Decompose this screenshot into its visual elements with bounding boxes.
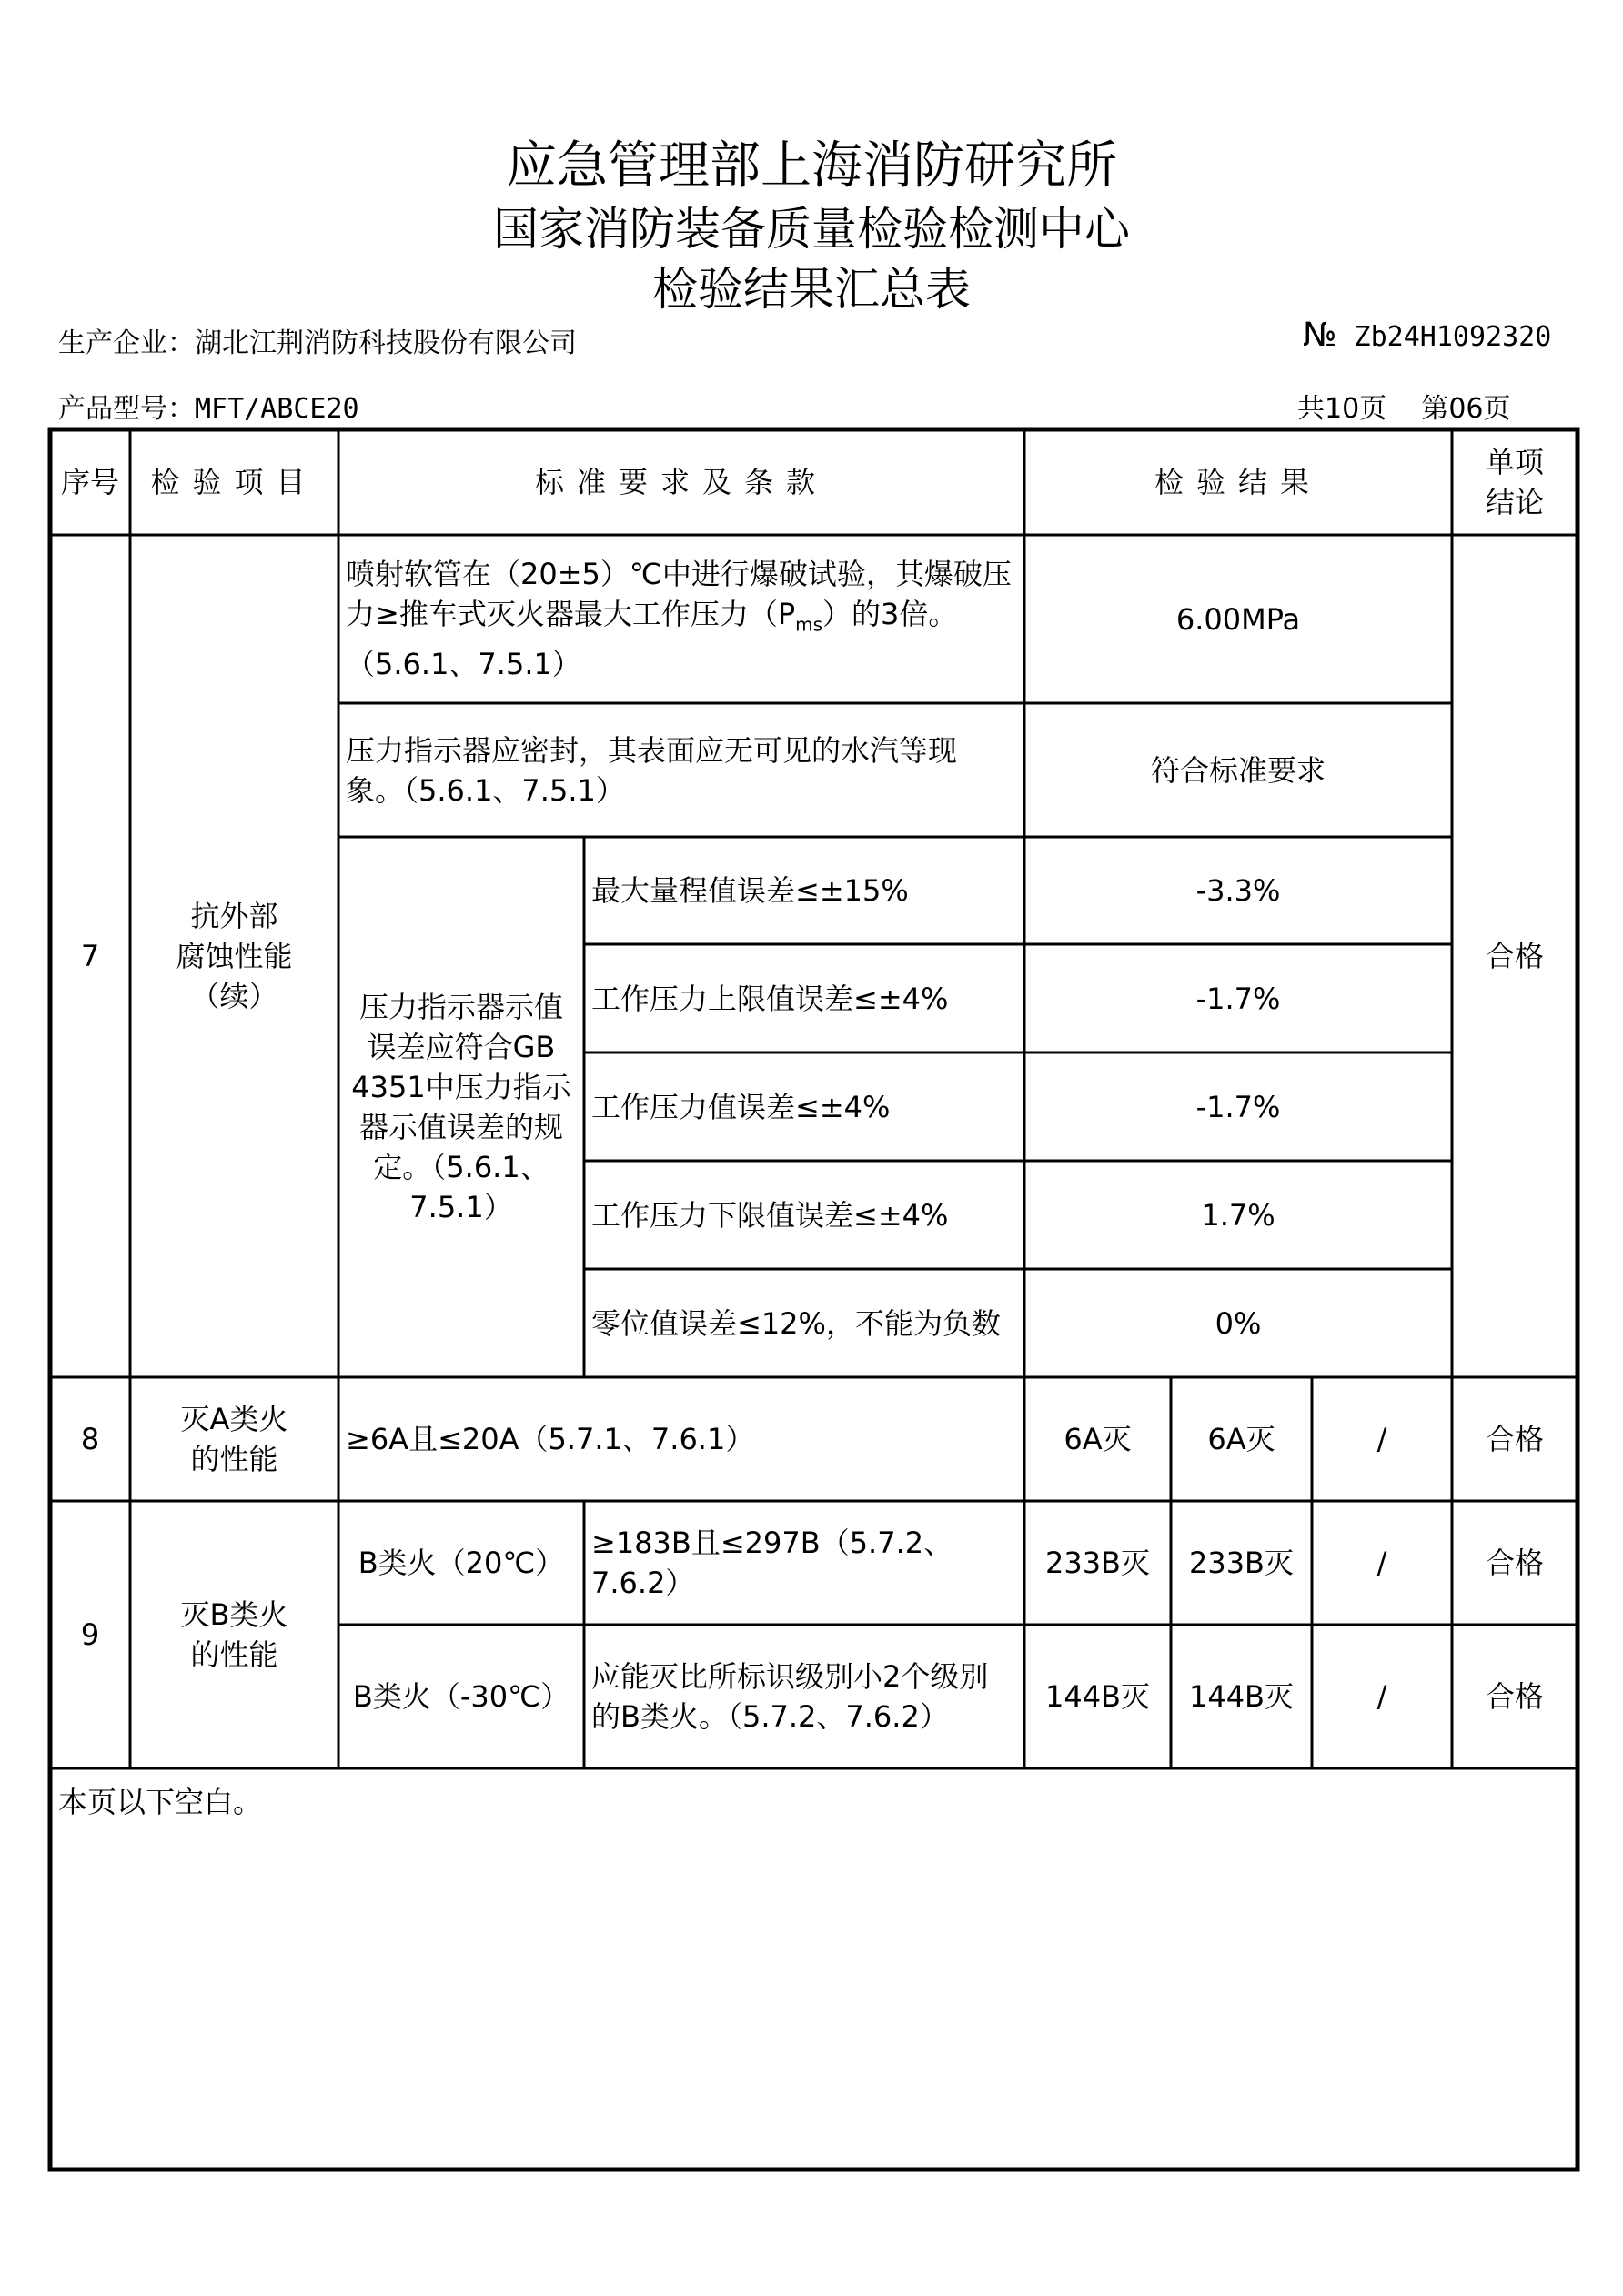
hose-req-text-a: 喷射软管在（20±5）℃中进行爆破试验，其爆破压力≥推车式灭火器最大工作压力（P	[346, 556, 1012, 631]
gauge-sub-result-5: 0%	[1215, 1305, 1262, 1341]
row9-condition-2: B类火（-30℃）	[352, 1679, 570, 1714]
row8-conclusion: 合格	[1485, 1422, 1544, 1456]
row9-conclusion-2: 合格	[1485, 1679, 1544, 1714]
row7-item-line1: 抗外部	[190, 899, 278, 933]
gauge-sub-result-1: -3.3%	[1195, 873, 1281, 908]
row9-result-1a: 233B灭	[1044, 1546, 1151, 1580]
row8-item: 灭A类火的性能	[180, 1402, 288, 1476]
row9-result-2c: /	[1376, 1679, 1387, 1714]
gauge-sub-result-2: -1.7%	[1195, 981, 1281, 1016]
company-label: 生产企业：	[58, 327, 195, 359]
gauge-sub-req-5: 零位值误差≤12%，不能为负数	[591, 1305, 1001, 1341]
row7-hose-requirement	[338, 535, 1024, 703]
institute-title: 应急管理部上海消防研究所	[506, 136, 1117, 196]
header-seq: 序号	[60, 465, 119, 499]
gauge-sub-result-4: 1.7%	[1201, 1197, 1275, 1233]
row8-seq: 8	[80, 1422, 100, 1456]
row8-result-2: 6A灭	[1207, 1422, 1275, 1456]
row9-requirement-2: 应能灭比所标识级别小2个级别的B类火。（5.7.2、7.6.2）	[591, 1659, 989, 1734]
row7-seal-requirement: 压力指示器应密封，其表面应无可见的水汽等现象。（5.6.1、7.5.1）	[346, 732, 958, 808]
company-name: 湖北江荆消防科技股份有限公司	[195, 327, 577, 359]
hose-req-text-b: ）的3倍。（5.6.1、7.5.1）	[346, 596, 958, 682]
table-title: 检验结果汇总表	[652, 263, 971, 316]
row9-result-1b: 233B灭	[1188, 1546, 1295, 1580]
row9-seq: 9	[80, 1617, 100, 1652]
page-number: 第06页	[1421, 393, 1511, 425]
row9-result-1c: /	[1376, 1546, 1387, 1580]
header-result: 检验结果	[1154, 465, 1322, 499]
row7-item-line3: （续）	[190, 979, 278, 1013]
row8-requirement: ≥6A且≤20A（5.7.1、7.6.1）	[346, 1422, 755, 1456]
hose-req-subscript: ms	[795, 613, 823, 636]
header-requirement: 标准要求及条款	[534, 465, 828, 499]
model-value: MFT/ABCE20	[195, 393, 359, 425]
gauge-sub-req-1: 最大量程值误差≤±15%	[591, 873, 909, 908]
row7-seq: 7	[80, 939, 100, 973]
row8-result-3: /	[1376, 1422, 1387, 1456]
row7-conclusion: 合格	[1485, 939, 1544, 973]
row9-conclusion-1: 合格	[1485, 1546, 1544, 1580]
gauge-sub-req-3: 工作压力值误差≤±4%	[591, 1089, 891, 1124]
gauge-sub-req-4: 工作压力下限值误差≤±4%	[591, 1197, 949, 1233]
center-title: 国家消防装备质量检验检测中心	[493, 203, 1130, 256]
row7-item	[130, 535, 338, 1377]
header-item: 检验项目	[150, 465, 318, 499]
row9-requirement-1: ≥183B且≤297B（5.7.2、7.6.2）	[591, 1526, 953, 1600]
row9-result-2a: 144B灭	[1044, 1679, 1151, 1714]
row7-hose-result: 6.00MPa	[1175, 601, 1301, 637]
blank-below-note: 本页以下空白。	[58, 1785, 263, 1819]
row7-item-line2: 腐蚀性能	[176, 939, 293, 973]
model-label: 产品型号：	[58, 393, 195, 425]
header-conclusion-line1: 单项	[1485, 445, 1544, 479]
row7-gauge-requirement: 压力指示器示值误差应符合GB 4351中压力指示器示值误差的规定。（5.6.1、7.5.1）	[351, 990, 571, 1224]
row9-condition-1: B类火（20℃）	[358, 1546, 565, 1580]
total-pages: 共10页	[1297, 393, 1387, 425]
row9-item: 灭B类火的性能	[180, 1597, 288, 1672]
number-sign: №	[1303, 317, 1337, 354]
header-conclusion	[1452, 429, 1578, 535]
row8-result-1: 6A灭	[1064, 1422, 1132, 1456]
gauge-sub-req-2: 工作压力上限值误差≤±4%	[591, 981, 949, 1016]
row7-seal-result: 符合标准要求	[1150, 752, 1326, 788]
row9-result-2b: 144B灭	[1188, 1679, 1295, 1714]
report-no-value: Zb24H1092320	[1354, 321, 1552, 353]
gauge-sub-result-3: -1.7%	[1195, 1089, 1281, 1124]
header-conclusion-line2: 结论	[1485, 485, 1544, 519]
